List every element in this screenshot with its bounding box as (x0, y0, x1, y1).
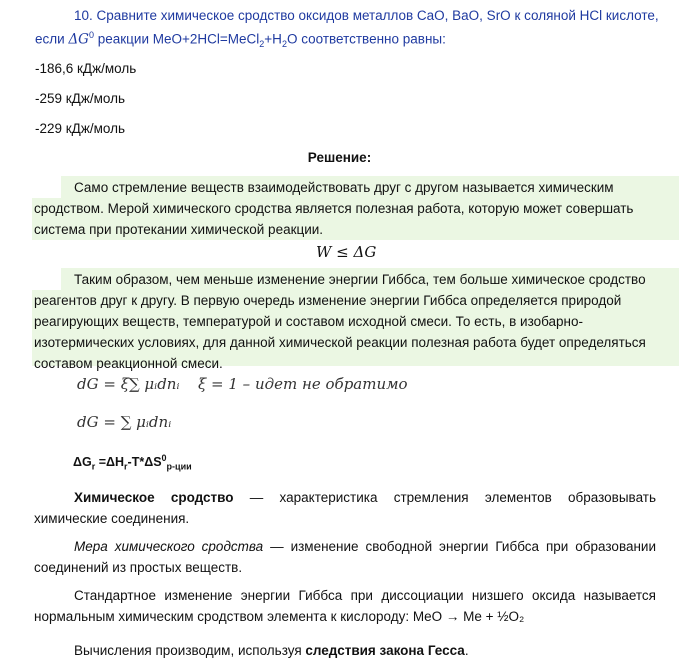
question-prefix: если (35, 31, 69, 47)
definition-measure (34, 536, 656, 578)
delta-g-symbol: ΔG (68, 31, 89, 48)
gibbs-a: ΔG (73, 455, 92, 470)
option-1: -186,6 кДж/моль (35, 61, 137, 76)
gibbs-b-sub: r (124, 461, 128, 472)
hess-text: Вычисления производим, используя (74, 643, 306, 658)
gibbs-formula (73, 453, 192, 472)
handwritten-eq-1: dG = ξ∑ μᵢdnᵢ (77, 375, 180, 393)
reaction-text-c: O соответственно равны: (286, 31, 446, 47)
definition-affinity (34, 487, 656, 529)
delta-g-sup: 0 (88, 30, 94, 40)
gibbs-b: =ΔH (95, 455, 125, 470)
paragraph-gibbs: Таким образом, чем меньше изменение энергии Гиббса, тем больше химическое сродство реагентов друг к другу. В первую очередь изменение энергии Гиббса определяется природой реагирующих веществ, температурой и составом исходной смеси. То есть, в изобарно-изотермических условиях, для данной химической реакции полезная работа будет определяться составом реакционной смеси. (34, 272, 646, 371)
definition-affinity-text: — характеристика стремления элементов образовывать химические соединения. (34, 490, 656, 526)
handwritten-eq-1-condition: ξ = 1 – идет не обратимо (198, 375, 408, 393)
gibbs-c: -T*ΔS (127, 455, 162, 470)
definition-affinity-term: Химическое сродство (74, 490, 234, 505)
reaction-text-b: +H (264, 31, 282, 47)
handwritten-eq-2: dG = ∑ μᵢdnᵢ (77, 413, 172, 431)
definition-standard: Стандартное изменение энергии Гиббса при диссоциации низшего оксида называется нормальным химическим сродством элемента к кислороду: MeO → Me + ½O₂ (34, 588, 656, 624)
option-2: -259 кДж/моль (35, 91, 126, 106)
question-line-1: 10. Сравните химическое сродство оксидов металлов CaO, BaO, SrO к соляной HCl кислоте, (74, 8, 659, 23)
question-line-2 (35, 30, 446, 49)
gibbs-c-sup: 0 (161, 453, 167, 463)
definition-measure-text: — изменение свободной энергии Гиббса при образовании соединений из простых веществ. (34, 539, 657, 575)
solution-heading: Решение: (307, 150, 372, 165)
hess-end: . (464, 643, 469, 658)
option-3: -229 кДж/моль (35, 121, 126, 136)
paragraph-affinity: Само стремление веществ взаимодействовать друг с другом называется химическим сродством. Мерой химического сродства является полезная работа, которую может совершать система при протекании химической реакции. (34, 180, 634, 237)
hess-bold: следствия закона Гесса (305, 643, 465, 658)
gibbs-c-sub: р-ции (166, 461, 192, 472)
hess-sentence (34, 640, 656, 661)
gibbs-a-sub: r (91, 461, 96, 472)
sub-2: 2 (259, 39, 265, 50)
formula-w-le-dg: W ≤ ΔG (316, 243, 377, 261)
reaction-text: реакции MeO+2HCl=MeCl (94, 31, 260, 47)
sub-2b: 2 (281, 39, 287, 50)
definition-measure-term: Мера химического сродства (74, 539, 264, 554)
